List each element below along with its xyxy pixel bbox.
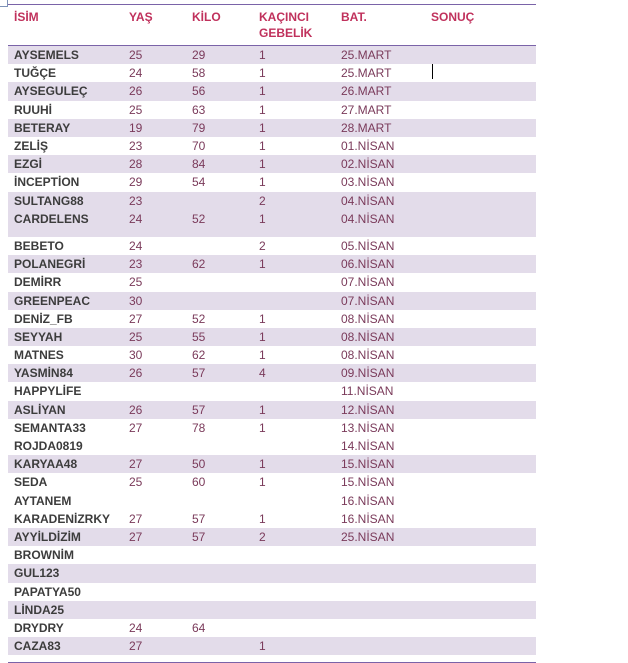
cell-isim: SEDA [14,475,48,490]
table-row[interactable] [8,455,536,473]
cell-bat: 08.NİSAN [341,329,395,344]
table-row[interactable] [8,382,536,400]
cell-isim: CARDELENS [14,211,89,226]
cell-kilo: 64 [192,620,206,635]
table-row[interactable] [8,510,536,528]
cell-gebelik: 1 [259,66,266,81]
cell-gebelik: 4 [259,366,266,381]
cell-gebelik: 1 [259,84,266,99]
cell-bat: 12.NİSAN [341,402,395,417]
table-row[interactable] [8,64,536,82]
cell-isim: BEBETO [14,238,64,253]
table-row[interactable] [8,401,536,419]
cell-gebelik: 1 [259,311,266,326]
table-row[interactable] [8,583,536,601]
cell-gebelik: 1 [259,157,266,172]
cell-bat: 27.MART [341,102,392,117]
table-row[interactable] [8,137,536,155]
table-row[interactable] [8,46,536,64]
cell-gebelik: 1 [259,511,266,526]
cell-gebelik: 1 [259,402,266,417]
cell-bat: 28.MART [341,120,392,135]
cell-bat: 06.NİSAN [341,257,395,272]
cell-gebelik: 2 [259,529,266,544]
cell-kilo: 63 [192,102,206,117]
cell-yas: 27 [129,457,143,472]
cell-kilo: 29 [192,48,206,62]
cell-yas: 27 [129,311,143,326]
header-kilo: KİLO [192,10,221,24]
cell-isim: POLANEGRİ [14,257,86,272]
cell-yas: 27 [129,529,143,544]
cell-yas: 30 [129,293,143,308]
cell-bat: 08.NİSAN [341,348,395,363]
cell-kilo: 55 [192,329,206,344]
cell-yas: 29 [129,175,143,190]
cell-gebelik: 1 [259,329,266,344]
cell-bat: 08.NİSAN [341,311,395,326]
cell-gebelik: 1 [259,257,266,272]
cell-yas: 24 [129,211,143,226]
cell-kilo: 52 [192,211,206,226]
cell-isim: YASMİN84 [14,366,73,381]
table-row[interactable] [8,192,536,210]
cell-gebelik: 1 [259,639,266,654]
cell-isim: AYTANEM [14,493,72,508]
cell-yas: 26 [129,84,143,99]
table-row[interactable] [8,546,536,564]
cell-bat: 16.NİSAN [341,511,395,526]
cell-bat: 16.NİSAN [341,493,395,508]
text-cursor [432,64,433,79]
table-row[interactable] [8,364,536,382]
table-row[interactable] [8,101,536,119]
cell-bat: 05.NİSAN [341,238,395,253]
cell-gebelik: 1 [259,48,266,62]
cell-isim: AYSEGULEÇ [14,84,88,99]
cell-isim: MATNES [14,348,64,363]
cell-bat: 04.NİSAN [341,211,395,226]
table-row[interactable] [8,173,536,191]
cell-yas: 24 [129,66,143,81]
cell-isim: ZELİŞ [14,138,49,153]
table-header [8,4,536,46]
cell-bat: 14.NİSAN [341,439,395,454]
cell-isim: LİNDA25 [14,602,65,617]
cell-kilo: 52 [192,311,206,326]
cell-gebelik: 2 [259,238,266,253]
table-row[interactable] [8,419,536,437]
cell-yas: 25 [129,475,143,490]
cell-kilo: 62 [192,257,206,272]
cell-isim: TUĞÇE [14,66,56,81]
cell-bat: 02.NİSAN [341,157,395,172]
cell-gebelik: 1 [259,211,266,226]
cell-yas: 26 [129,366,143,381]
table-row[interactable] [8,155,536,173]
cell-gebelik: 2 [259,193,266,208]
header-sonuc: SONUÇ [431,10,475,24]
table-row[interactable] [8,328,536,346]
cell-yas: 24 [129,620,143,635]
table-row[interactable] [8,473,536,491]
table-row[interactable] [8,564,536,582]
cell-kilo: 54 [192,175,206,190]
cell-bat: 03.NİSAN [341,175,395,190]
cell-isim: GREENPEAC [14,293,91,308]
table-row[interactable] [8,82,536,100]
table-row[interactable] [8,310,536,328]
cell-bat: 07.NİSAN [341,293,395,308]
cell-kilo: 57 [192,366,206,381]
header-yas: YAŞ [129,10,153,24]
cell-kilo: 60 [192,475,206,490]
cell-isim: DENİZ_FB [14,311,73,326]
cell-yas: 28 [129,157,143,172]
cell-bat: 15.NİSAN [341,475,395,490]
cell-gebelik: 1 [259,102,266,117]
cell-yas: 27 [129,511,143,526]
cell-yas: 25 [129,102,143,117]
cell-isim: ROJDA0819 [14,439,83,454]
cell-kilo: 78 [192,420,206,435]
header-bat: BAT. [341,10,367,24]
cell-gebelik: 1 [259,175,266,190]
cell-bat: 07.NİSAN [341,275,395,290]
cell-yas: 23 [129,257,143,272]
header-kacinci-gebelik: KAÇINCI GEBELİK [259,10,313,40]
cell-kilo: 57 [192,529,206,544]
cell-yas: 23 [129,193,143,208]
cell-yas: 24 [129,238,143,253]
cell-yas: 25 [129,48,143,62]
cell-isim: EZGİ [14,157,43,172]
cell-kilo: 62 [192,348,206,363]
cell-bat: 01.NİSAN [341,138,395,153]
table-row[interactable] [8,619,536,637]
cell-gebelik: 1 [259,138,266,153]
cell-kilo: 58 [192,66,206,81]
cell-isim: SULTANG88 [14,193,84,208]
cell-bat: 25.NİSAN [341,529,395,544]
cell-gebelik: 1 [259,420,266,435]
cell-bat: 11.NİSAN [341,384,394,399]
cell-isim: RUUHİ [14,102,52,117]
cell-isim: SEMANTA33 [14,420,86,435]
cell-gebelik: 1 [259,457,266,472]
cell-kilo: 56 [192,84,206,99]
cell-kilo: 57 [192,402,206,417]
table-row[interactable] [8,637,536,655]
cell-gebelik: 1 [259,120,266,135]
table-row[interactable] [8,601,536,619]
cell-isim: GUL123 [14,566,60,581]
cell-isim: CAZA83 [14,639,61,654]
cell-isim: DEMİRR [14,275,62,290]
cell-isim: BROWNİM [14,548,74,563]
cell-kilo: 84 [192,157,206,172]
table-row[interactable] [8,346,536,364]
cell-isim: DRYDRY [14,620,64,635]
table-row[interactable] [8,273,536,291]
table-row[interactable] [8,255,536,273]
cell-kilo: 57 [192,511,206,526]
cell-yas: 27 [129,420,143,435]
table-row[interactable] [8,237,536,255]
cell-yas: 23 [129,138,143,153]
cell-yas: 26 [129,402,143,417]
data-table [8,4,536,655]
cell-yas: 25 [129,329,143,344]
table-row[interactable] [8,492,536,510]
cell-isim: PAPATYA50 [14,584,81,599]
cell-bat: 15.NİSAN [341,457,395,472]
table-row[interactable] [8,528,536,546]
cell-isim: ASLİYAN [14,402,66,417]
cell-bat: 13.NİSAN [341,420,395,435]
cell-isim: SEYYAH [14,329,63,344]
cell-kilo: 79 [192,120,206,135]
cell-kilo: 50 [192,457,206,472]
table-body [8,46,536,655]
table-row[interactable] [8,292,536,310]
cell-gebelik: 1 [259,475,266,490]
cell-bat: 26.MART [341,84,392,99]
table-row[interactable] [8,210,536,237]
cell-yas: 19 [129,120,143,135]
cell-bat: 25.MART [341,66,392,81]
cell-isim: AYYİLDİZİM [14,529,81,544]
header-isim: İSİM [14,10,39,24]
cell-bat: 04.NİSAN [341,193,395,208]
cell-bat: 25.MART [341,48,392,62]
cell-isim: KARADENİZRKY [14,511,110,526]
cell-kilo: 70 [192,138,206,153]
cell-bat: 09.NİSAN [341,366,395,381]
corner-marker-icon [0,0,8,7]
cell-yas: 30 [129,348,143,363]
cell-isim: İNCEPTİON [14,175,80,190]
table-row[interactable] [8,437,536,455]
cell-yas: 25 [129,275,143,290]
cell-gebelik: 1 [259,348,266,363]
cell-isim: AYSEMELS [14,48,79,62]
cell-isim: BETERAY [14,120,71,135]
table-row[interactable] [8,119,536,137]
cell-isim: HAPPYLİFE [14,384,82,399]
cell-yas: 27 [129,639,143,654]
cell-isim: KARYAA48 [14,457,78,472]
